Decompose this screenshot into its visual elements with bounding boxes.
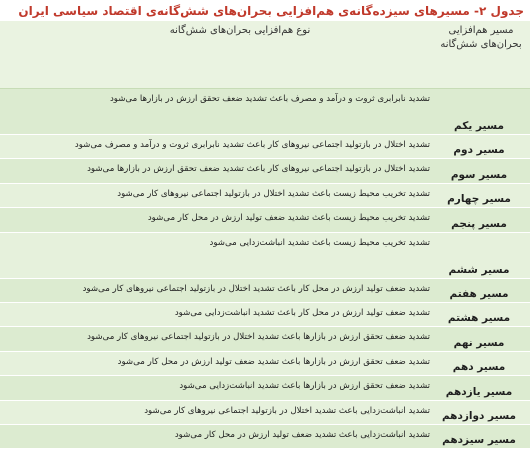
row-path-name: مسیر نهم — [453, 336, 505, 349]
table-row — [0, 208, 530, 232]
row-path-name: مسیر دوازدهم — [441, 409, 517, 422]
row-path-name: مسیر پنجم — [451, 217, 507, 230]
table-row — [0, 327, 530, 351]
row-description: تشدید اختلال در بازتولید اجتماعی نیروهای کار باعث تشدید نابرابری ثروت و درآمد و مصرف می‌شود — [74, 140, 430, 150]
row-path-name: مسیر چهارم — [447, 193, 511, 206]
table-row — [0, 135, 530, 159]
table-row — [0, 279, 530, 303]
row-path-name: مسیر یازدهم — [445, 385, 513, 398]
row-description: تشدید انباشت‌زدایی باعث تشدید ضعف تولید ارزش در محل کار می‌شود — [174, 429, 430, 440]
row-description: تشدید تخریب محیط زیست باعث تشدید ضعف تولید ارزش در محل کار می‌شود — [147, 213, 430, 224]
row-path-name: مسیر سوم — [450, 168, 508, 181]
row-path-name: مسیر ششم — [448, 263, 510, 276]
row-description: تشدید ضعف تحقق ارزش در بازارها باعث تشدید ضعف تولید ارزش در محل کار می‌شود — [117, 356, 430, 367]
row-description: تشدید تخریب محیط زیست باعث تشدید انباشت‌زدایی می‌شود — [209, 237, 430, 248]
table-row — [0, 89, 530, 135]
table-row — [0, 425, 530, 449]
header-path: مسیر هم‌افزایی بحران‌های شش‌گانه — [440, 25, 522, 50]
synergy-paths-table — [0, 21, 530, 454]
row-description: تشدید ضعف تولید ارزش در محل کار باعث تشدید اختلال در بازتولید اجتماعی نیروهای کار می‌شود — [82, 283, 430, 294]
table-row — [0, 233, 530, 279]
row-path-name: مسیر هشتم — [447, 312, 511, 325]
table-row — [0, 303, 530, 327]
row-description: تشدید ضعف تحقق ارزش در بازارها باعث تشدید انباشت‌زدایی می‌شود — [179, 381, 430, 392]
table-row — [0, 159, 530, 183]
row-description: تشدید ضعف تحقق ارزش در بازارها باعث تشدید اختلال در بازتولید اجتماعی نیروهای کار می‌شود — [87, 332, 430, 343]
row-description: تشدید تخریب محیط زیست باعث تشدید اختلال در بازتولید اجتماعی نیروهای کار می‌شود — [117, 188, 430, 199]
table-header — [0, 21, 530, 89]
table-row — [0, 184, 530, 208]
row-description: تشدید انباشت‌زدایی باعث تشدید اختلال در بازتولید اجتماعی نیروهای کار می‌شود — [144, 405, 430, 416]
row-path-name: مسیر دهم — [452, 361, 506, 374]
row-path-name: مسیر دوم — [453, 144, 505, 157]
table-row — [0, 352, 530, 376]
table-row — [0, 401, 530, 425]
row-path-name: مسیر سیزدهم — [442, 434, 516, 447]
row-description: تشدید ضعف تولید ارزش در محل کار باعث تشدید انباشت‌زدایی می‌شود — [174, 307, 430, 318]
row-description: تشدید اختلال در بازتولید اجتماعی نیروهای کار باعث تشدید ضعف تحقق ارزش در بازارها می‌شود — [87, 164, 430, 175]
table-caption: جدول ۲- مسیرهای سیزده‌گانه‌ی هم‌افزایی بحران‌های شش‌گانه‌ی اقتصاد سیاسی ایران — [18, 4, 524, 18]
row-description: تشدید نابرابری ثروت و درآمد و مصرف باعث تشدید ضعف تحقق ارزش در بازارها می‌شود — [109, 94, 430, 104]
table-row — [0, 376, 530, 400]
row-path-name: مسیر یکم — [454, 120, 504, 132]
row-path-name: مسیر هفتم — [449, 287, 509, 300]
header-type: نوع هم‌افزایی بحران‌های شش‌گانه — [169, 25, 311, 36]
